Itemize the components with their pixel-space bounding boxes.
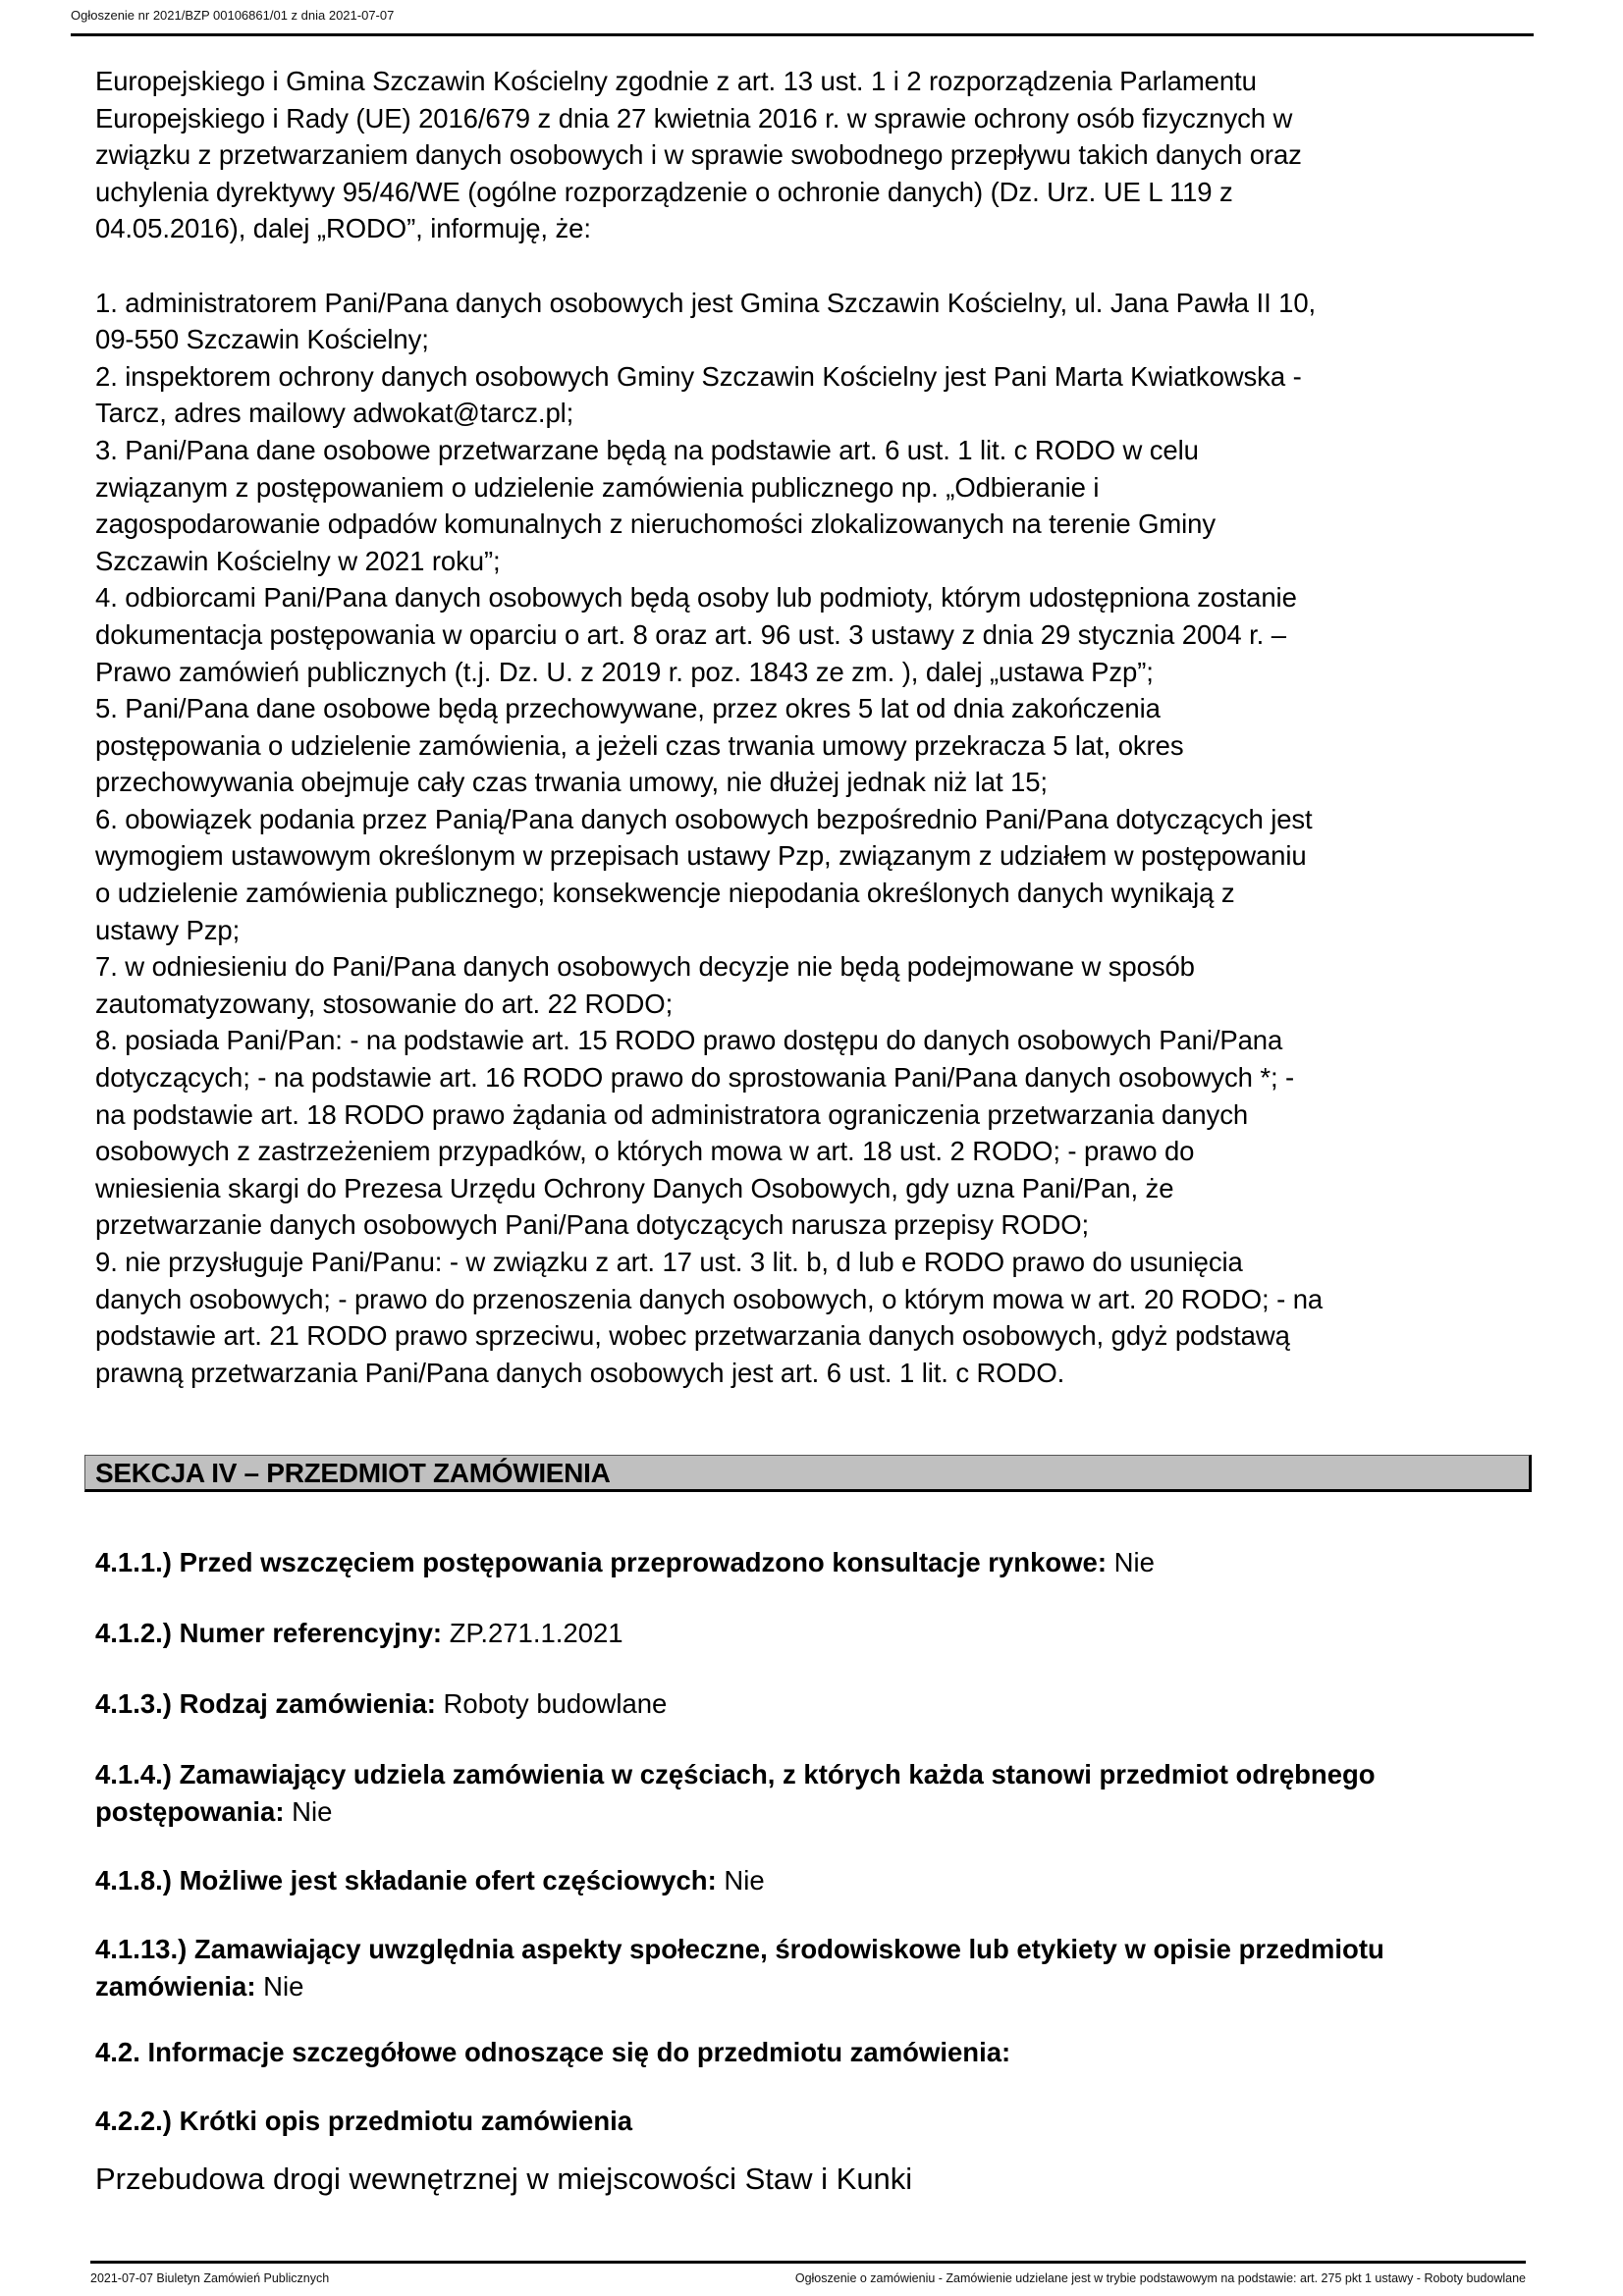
rodo-intro-line: Europejskiego i Gmina Szczawin Kościelny zgodnie z art. 13 ust. 1 i 2 rozporządzenia Parlamentu [95,66,1257,96]
field-short-description-heading [95,2103,1529,2140]
rodo-point-line: danych osobowych; - prawo do przenoszenia danych osobowych, o którym mowa w art. 20 RODO; - na [95,1283,1324,1314]
rodo-point-line: osobowych z zastrzeżeniem przypadków, o których mowa w art. 18 ust. 2 RODO; - prawo do [95,1136,1195,1167]
rodo-point-line: o udzielenie zamówienia publicznego; konsekwencje niepodania określonych danych wynikają z [95,878,1235,909]
rodo-point-line: 6. obowiązek podania przez Panią/Pana danych osobowych bezpośrednio Pani/Pana dotyczących jest [95,803,1313,834]
rodo-intro-line: 04.05.2016), dalej „RODO”, informuję, że: [95,213,591,244]
rodo-point-line: wymogiem ustawowym określonym w przepisach ustawy Pzp, związanym z udziałem w postępowaniu [95,840,1307,872]
field-label: 4.2.2.) Krótki opis przedmiotu zamówienia [95,2106,633,2136]
field-value: Nie [263,1970,304,2002]
rodo-point-line: prawną przetwarzania Pani/Pana danych osobowych jest art. 6 ust. 1 lit. c RODO. [95,1357,1065,1388]
rodo-point-line: wniesienia skargi do Prezesa Urzędu Ochrony Danych Osobowych, gdy uzna Pani/Pan, że [95,1172,1174,1203]
field-label: 4.1.4.) Zamawiający udziela zamówienia w częściach, z których każda stanowi przedmiot odrębnego postępowania: [95,1759,1376,1827]
rodo-point-line: zagospodarowanie odpadów komunalnych z nieruchomości zlokalizowanych na terenie Gminy [95,508,1217,540]
field-value: Nie [292,1795,333,1827]
field-label: 4.1.1.) Przed wszczęciem postępowania przeprowadzono konsultacje rynkowe: [95,1547,1108,1577]
field-partial-offers [95,1862,1529,1899]
rodo-point-line: dokumentacja postępowania w oparciu o art. 8 oraz art. 96 ust. 3 ustawy z dnia 29 stycznia 2004 r. – [95,618,1286,650]
rodo-point-line: zautomatyzowany, stosowanie do art. 22 RODO; [95,988,674,1019]
rodo-intro-line: uchylenia dyrektywy 95/46/WE (ogólne rozporządzenie o ochronie danych) (Dz. Urz. UE L 119 z [95,176,1233,207]
order-description: Przebudowa drogi wewnętrznej w miejscowości Staw i Kunki [95,2162,913,2196]
field-order-type [95,1685,1529,1723]
field-social-aspects [95,1931,1529,2004]
rodo-point-line: na podstawie art. 18 RODO prawo żądania od administratora ograniczenia przetwarzania danych [95,1098,1249,1130]
rodo-point-line: 3. Pani/Pana dane osobowe przetwarzane będą na podstawie art. 6 ust. 1 lit. c RODO w celu [95,434,1199,465]
field-value: Roboty budowlane [443,1688,668,1719]
field-value: Nie [724,1865,765,1896]
rodo-point-line: związanym z postępowaniem o udzielenie zamówienia publicznego np. „Odbieranie i [95,471,1100,503]
footer-notice-type: Ogłoszenie o zamówieniu - Zamówienie udzielane jest w trybie podstawowym na podstawie: art. 275 pkt 1 ustawy - Roboty budowlane [794,2271,1526,2285]
page-header [71,0,1534,36]
field-value: ZP.271.1.2021 [449,1618,623,1648]
footer-date-source: 2021-07-07 Biuletyn Zamówień Publicznych [90,2271,330,2285]
field-label: 4.1.3.) Rodzaj zamówienia: [95,1688,436,1719]
field-value: Nie [1113,1547,1155,1577]
rodo-point-line: 5. Pani/Pana dane osobowe będą przechowywane, przez okres 5 lat od dnia zakończenia [95,693,1161,724]
field-label: 4.1.8.) Możliwe jest składanie ofert częściowych: [95,1865,717,1896]
rodo-point-line: przechowywania obejmuje cały czas trwania umowy, nie dłużej jednak niż lat 15; [95,767,1048,798]
rodo-point-line: 1. administratorem Pani/Pana danych osobowych jest Gmina Szczawin Kościelny, ul. Jana Pawła II 10, [95,287,1317,318]
field-label: 4.2. Informacje szczegółowe odnoszące się do przedmiotu zamówienia: [95,2037,1011,2067]
field-reference-number [95,1615,1529,1652]
rodo-point-line: 2. inspektorem ochrony danych osobowych Gminy Szczawin Kościelny jest Pani Marta Kwiatkowska - [95,360,1302,392]
rodo-point-line: 09-550 Szczawin Kościelny; [95,324,429,355]
field-label: 4.1.13.) Zamawiający uwzględnia aspekty społeczne, środowiskowe lub etykiety w opisie przedmiotu zamówienia: [95,1934,1384,2002]
rodo-point-line: 8. posiada Pani/Pan: - na podstawie art. 15 RODO prawo dostępu do danych osobowych Pani/Pana [95,1025,1283,1056]
rodo-point-line: ustawy Pzp; [95,914,241,945]
rodo-point-line: Szczawin Kościelny w 2021 roku”; [95,545,501,576]
rodo-intro-line: związku z przetwarzaniem danych osobowych i w sprawie swobodnego przepływu takich danych oraz [95,139,1302,171]
rodo-point-line: 7. w odniesieniu do Pani/Pana danych osobowych decyzje nie będą podejmowane w sposób [95,951,1195,983]
section-title: SEKCJA IV – PRZEDMIOT ZAMÓWIENIA [95,1458,611,1488]
field-order-in-parts [95,1756,1529,1830]
rodo-point-line: 9. nie przysługuje Pani/Panu: - w związku z art. 17 ust. 3 lit. b, d lub e RODO prawo do usunięcia [95,1247,1243,1277]
rodo-point-line: Tarcz, adres mailowy adwokat@tarcz.pl; [95,398,574,429]
spacer [95,247,1539,285]
rodo-point-line: podstawie art. 21 RODO prawo sprzeciwu, wobec przetwarzania danych osobowych, gdyż podstawą [95,1320,1290,1352]
field-detailed-info-heading [95,2034,1529,2071]
page-footer [90,2261,1526,2285]
rodo-point-line: postępowania o udzielenie zamówienia, a jeżeli czas trwania umowy przekracza 5 lat, okres [95,729,1184,761]
rodo-clause [95,63,1539,1391]
rodo-point-line: 4. odbiorcami Pani/Pana danych osobowych będą osoby lub podmioty, którym udostępniona zostanie [95,582,1297,614]
notice-id: Ogłoszenie nr 2021/BZP 00106861/01 z dnia 2021-07-07 [71,8,395,23]
field-market-consultations [95,1544,1529,1581]
rodo-intro-line: Europejskiego i Rady (UE) 2016/679 z dnia 27 kwietnia 2016 r. w sprawie ochrony osób fizycznych w [95,102,1293,133]
rodo-point-line: Prawo zamówień publicznych (t.j. Dz. U. z 2019 r. poz. 1843 ze zm. ), dalej „ustawa Pzp”; [95,656,1154,687]
section-header [84,1455,1532,1492]
rodo-point-line: dotyczących; - na podstawie art. 16 RODO prawo do sprostowania Pani/Pana danych osobowych *; - [95,1062,1295,1094]
rodo-point-line: przetwarzanie danych osobowych Pani/Pana dotyczących narusza przepisy RODO; [95,1209,1090,1241]
field-label: 4.1.2.) Numer referencyjny: [95,1618,443,1648]
